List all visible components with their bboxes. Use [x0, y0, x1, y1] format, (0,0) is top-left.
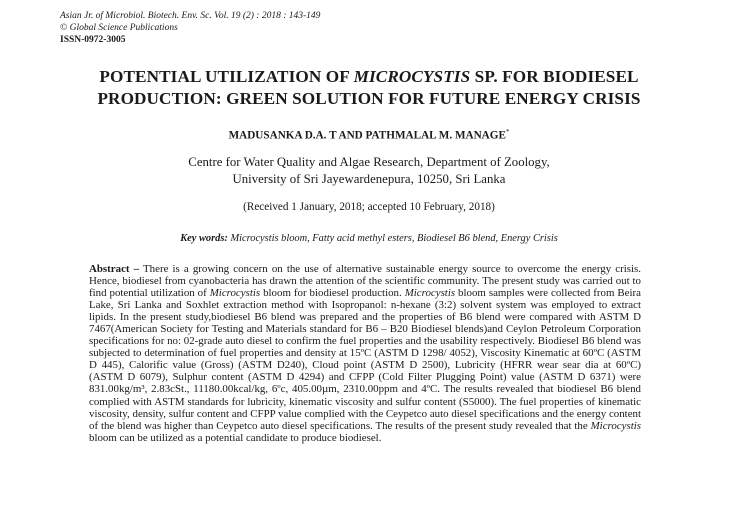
author-names: MADUSANKA D.A. T AND PATHMALAL M. MANAGE: [228, 129, 506, 142]
abstract-text-1: There is a growing concern on the use of alternative sustainable energy source to overcome the energy crisis. Hence, biodiesel from cyanobacteria has drawn the attention of the scientific community. The present study was carried out to find potential utilization of: [89, 263, 642, 300]
issn-line: ISSN-0972-3005: [60, 35, 126, 45]
author-line: [0, 128, 738, 142]
title-part-1: POTENTIAL UTILIZATION OF: [99, 67, 354, 86]
keywords-label: Key words:: [180, 233, 228, 244]
affiliation-line-1: Centre for Water Quality and Algae Research, Department of Zoology,: [188, 155, 550, 169]
abstract-genus-2: Microcystis: [404, 287, 456, 300]
received-accepted-dates: (Received 1 January, 2018; accepted 10 February, 2018): [243, 201, 495, 213]
abstract-label: Abstract –: [89, 263, 140, 275]
title-line-1: [40, 66, 698, 88]
title-part-2: SP. FOR BIODIESEL: [470, 67, 639, 86]
title-genus: MICROCYSTIS: [353, 67, 471, 86]
paper-title: [40, 66, 698, 110]
journal-header: [60, 10, 320, 46]
journal-citation: Asian Jr. of Microbiol. Biotech. Env. Sc. Vol. 19 (2) : 2018 : 143-149: [60, 11, 321, 21]
abstract-text-4: bloom can be utilized as a potential candidate to produce biodiesel.: [89, 431, 382, 444]
abstract-genus-3: Microcystis: [590, 419, 641, 432]
affiliation: [0, 154, 738, 188]
keywords: [0, 233, 738, 244]
copyright-line: © Global Science Publications: [60, 23, 178, 33]
affiliation-line-2: University of Sri Jayewardenepura, 10250, Sri Lanka: [232, 172, 506, 186]
abstract-text-2: bloom for biodiesel production.: [260, 287, 405, 300]
abstract: [89, 263, 641, 444]
abstract-genus-1: Microcystis: [209, 287, 261, 300]
corresponding-author-mark: *: [505, 128, 510, 136]
title-line-2: PRODUCTION: GREEN SOLUTION FOR FUTURE ENERGY CRISIS: [97, 89, 641, 108]
abstract-text-3: bloom samples were collected from Beira Lake, Sri Lanka and Soxhlet extraction method with Isopropanol: n-hexane (3:2) solvent system was employed to extract lipids. In the present study,biodiesel B6 blend was prepared and the properties of B6 blend were compared with ASTM D 7467(American Society for Testing and Materials standard for B6 – B20 Biodiesel blends)and Ceylon Petroleum Corporation specifications for no: 02-grade auto diesel to confirm the fuel properties and the usability respectively. Biodiesel B6 blend was subjected to determination of fuel properties and density at 15ºC (ASTM D 1298/ 4052), Viscosity Kinematic at 60ºC (ASTM D 445), Calorific value (Gross) (ASTM D240), Cloud point (ASTM D 2500), Lubricity (HFRR wear sear dia at 60ºC) (ASTM D 6079), Sulphur content (ASTM D 4294) and CFPP (Cold Filter Plugging Point) value (ASTM D 6371) were 831.00kg/m³, 2.83cSt., 11180.00kcal/kg, 6ºc, 405.00µm, 2310.00ppm and 4ºC. The results revealed that biodiesel B6 blend complied with ASTM standards for lubricity, kinematic viscosity and sulfur content (S5000). The fuel properties of kinematic viscosity, density, sulfur content and CFPP value complied with the Ceypetco auto diesel specifications and the energy content of the blend was higher than Ceypetco auto diesel specifications. The results of the present study revealed that the: [89, 287, 641, 432]
keywords-text: Microcystis bloom, Fatty acid methyl esters, Biodiesel B6 blend, Energy Crisis: [227, 233, 558, 244]
